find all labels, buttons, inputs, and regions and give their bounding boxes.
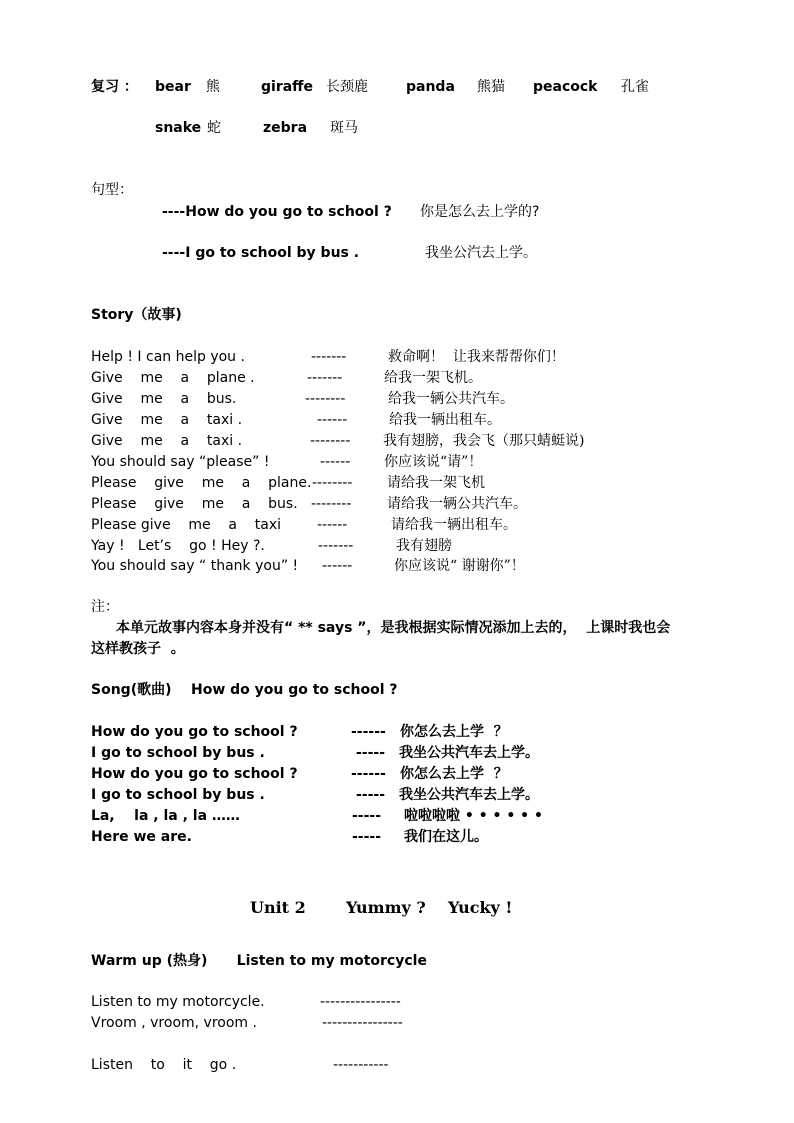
story-line-dash: --------: [312, 475, 353, 491]
song-line-en: How do you go to school ?: [91, 724, 298, 740]
story-line-dash: -------: [318, 538, 354, 554]
story-line-en: Help ! I can help you .: [91, 349, 245, 365]
review-word-en: panda: [406, 79, 455, 95]
story-line-en: Yay ! Let’s go ! Hey ?.: [91, 538, 265, 554]
story-line-cn: 救命啊！ 让我来帮帮你们！: [388, 349, 565, 365]
story-line-en: You should say “please” !: [91, 454, 270, 470]
warmup-line-en: Listen to my motorcycle.: [91, 994, 265, 1010]
pattern-cn: 你是怎么去上学的?: [420, 204, 540, 220]
story-line-cn: 给我一辆出租车。: [389, 412, 501, 428]
story-line-cn: 请给我一辆出租车。: [391, 517, 517, 533]
warmup-line-dash: -----------: [333, 1057, 389, 1073]
story-line-cn: 请给我一架飞机: [387, 475, 485, 491]
review-word-en: peacock: [533, 79, 598, 95]
song-line-en: I go to school by bus .: [91, 745, 265, 761]
story-line-en: Please give me a plane.: [91, 475, 312, 491]
song-heading: Song(歌曲) How do you go to school ?: [91, 682, 398, 698]
song-line-cn: 啦啦啦啦 • • • • • •: [404, 808, 543, 824]
review-word-cn: 孔雀: [621, 79, 649, 95]
song-line-cn: 你怎么去上学 ？: [400, 766, 508, 782]
story-line-cn: 请给我一辆公共汽车。: [387, 496, 527, 512]
song-line-en: La, la , la , la ……: [91, 808, 240, 824]
note-text: 本单元故事内容本身并没有“ ** says ”，是我根据实际情况添加上去的， 上课时我也会: [116, 620, 671, 636]
song-line-dash: -----: [356, 745, 386, 761]
song-line-en: I go to school by bus .: [91, 787, 265, 803]
review-word-en: zebra: [263, 120, 308, 136]
pattern-cn: 我坐公汽去上学。: [425, 245, 537, 261]
story-line-en: Give me a taxi .: [91, 433, 243, 449]
story-line-cn: 给我一架飞机。: [384, 370, 482, 386]
warmup-line-dash: ----------------: [320, 994, 401, 1010]
warmup-heading: Warm up (热身) Listen to my motorcycle: [91, 953, 427, 969]
review-word-cn: 熊: [206, 79, 220, 95]
song-line-en: How do you go to school ?: [91, 766, 298, 782]
song-line-dash: ------: [351, 766, 386, 782]
story-line-dash: --------: [305, 391, 346, 407]
patterns-label: 句型：: [91, 182, 133, 198]
review-word-en: snake: [155, 120, 202, 136]
pattern-en: ----How do you go to school ?: [162, 204, 392, 220]
story-line-dash: ------: [322, 558, 353, 574]
story-line-dash: -------: [311, 349, 347, 365]
song-line-cn: 我们在这儿。: [404, 829, 488, 845]
story-line-dash: --------: [311, 496, 352, 512]
song-line-cn: 我坐公共汽车去上学。: [399, 745, 539, 761]
warmup-line-en: Vroom , vroom, vroom .: [91, 1015, 257, 1031]
story-heading: Story（故事): [91, 307, 182, 323]
story-line-dash: ------: [317, 517, 348, 533]
song-line-dash: -----: [352, 829, 382, 845]
unit-title: Yummy ? Yucky !: [346, 898, 513, 917]
story-line-cn: 我有翅膀: [396, 538, 452, 554]
story-line-en: Give me a bus.: [91, 391, 237, 407]
review-label: 复习 ：: [91, 79, 138, 95]
story-line-cn: 你应该说“ 谢谢你”！: [394, 558, 525, 574]
review-word-cn: 斑马: [330, 120, 358, 136]
story-line-en: Give me a taxi .: [91, 412, 243, 428]
pattern-en: ----I go to school by bus .: [162, 245, 360, 261]
review-word-cn: 蛇: [207, 120, 221, 136]
story-line-en: You should say “ thank you” !: [91, 558, 299, 574]
review-word-en: bear: [155, 79, 191, 95]
story-line-en: Give me a plane .: [91, 370, 255, 386]
story-line-dash: -------: [307, 370, 343, 386]
review-word-cn: 熊猫: [477, 79, 505, 95]
song-line-dash: -----: [352, 808, 382, 824]
warmup-line-dash: ----------------: [322, 1015, 403, 1031]
story-line-en: Please give me a taxi: [91, 517, 282, 533]
note-text: 这样教孩子 。: [91, 641, 185, 657]
story-line-cn: 你应该说“请”！: [384, 454, 483, 470]
review-word-cn: 长颈鹿: [326, 79, 368, 95]
story-line-cn: 给我一辆公共汽车。: [388, 391, 514, 407]
story-line-cn: 我有翅膀，我会飞（那只蜻蜓说): [383, 433, 585, 449]
note-label: 注：: [91, 599, 119, 615]
story-line-dash: ------: [320, 454, 351, 470]
review-word-en: giraffe: [261, 79, 314, 95]
story-line-dash: --------: [310, 433, 351, 449]
story-line-en: Please give me a bus.: [91, 496, 298, 512]
unit-number: Unit 2: [250, 898, 306, 917]
song-line-dash: ------: [351, 724, 386, 740]
warmup-line-en: Listen to it go .: [91, 1057, 237, 1073]
song-line-en: Here we are.: [91, 829, 192, 845]
song-line-cn: 我坐公共汽车去上学。: [399, 787, 539, 803]
song-line-cn: 你怎么去上学 ？: [400, 724, 508, 740]
story-line-dash: ------: [317, 412, 348, 428]
song-line-dash: -----: [356, 787, 386, 803]
